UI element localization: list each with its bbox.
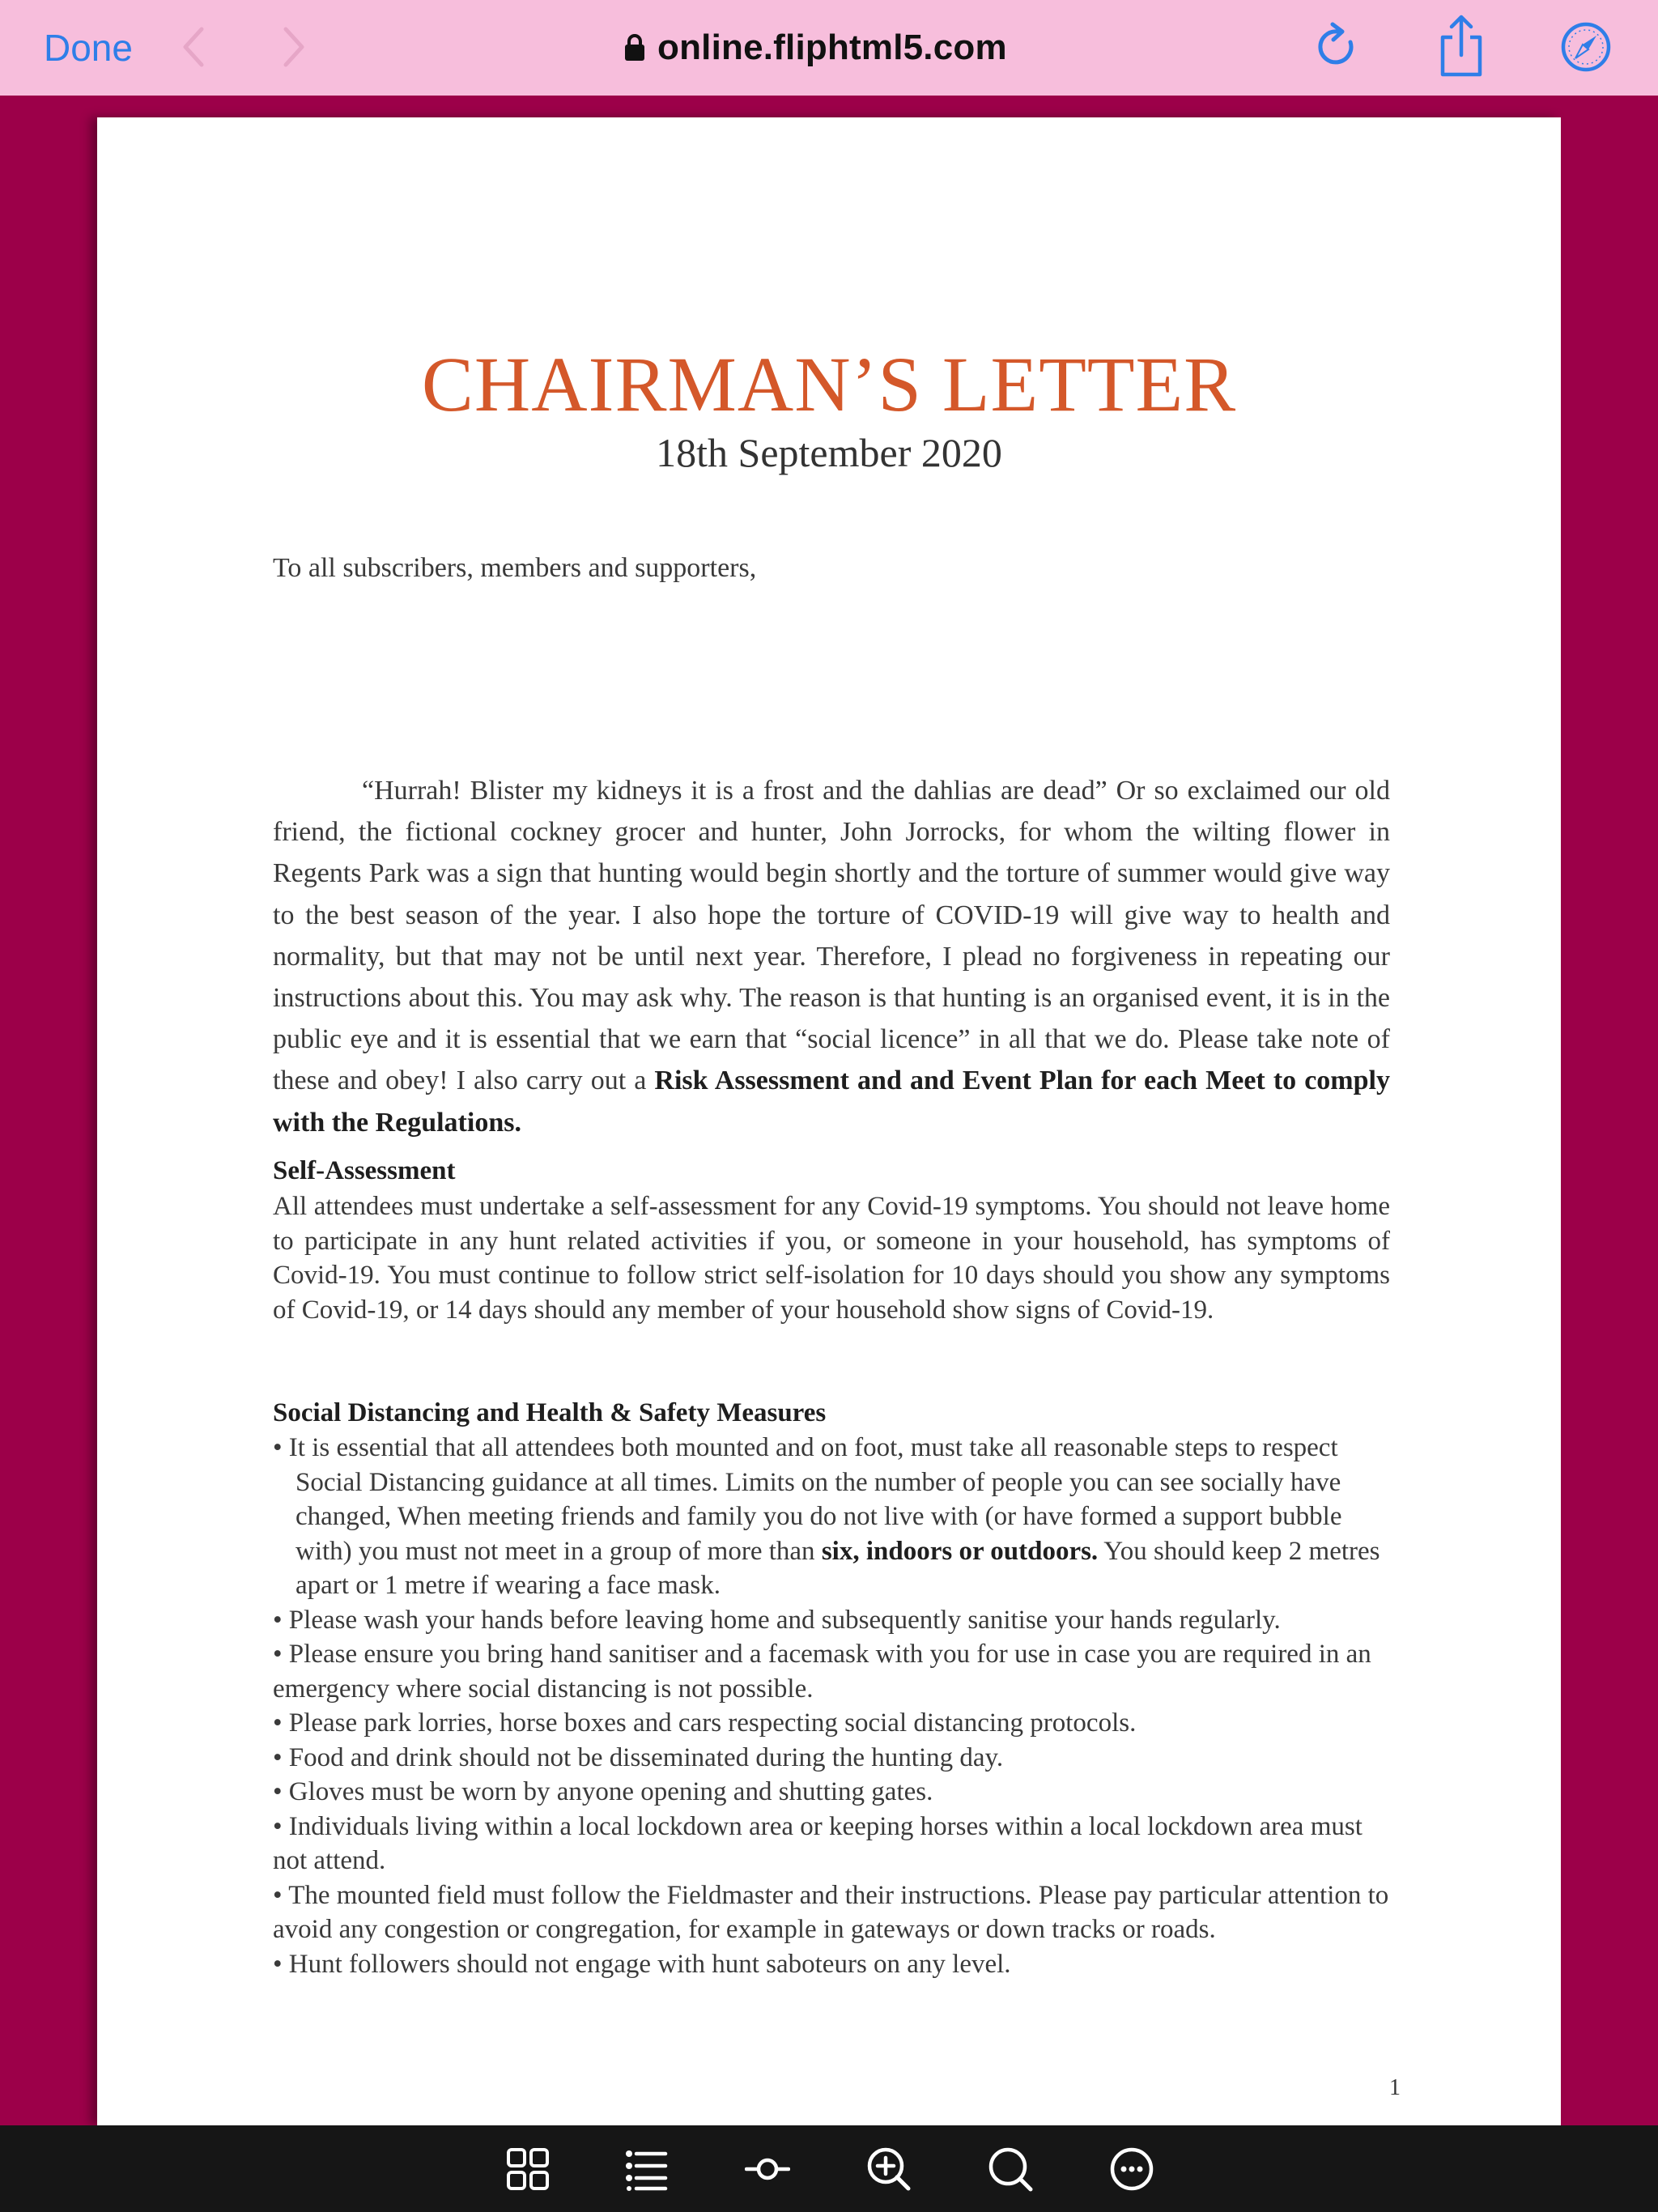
zoom-in-icon[interactable] <box>866 2146 912 2192</box>
share-icon[interactable] <box>1433 13 1490 78</box>
page-number: 1 <box>1389 2075 1401 2100</box>
back-chevron-icon[interactable] <box>174 23 215 71</box>
lock-icon <box>623 33 646 62</box>
measures-list <box>273 1431 1390 1981</box>
list-item: • Please wash your hands before leaving home and subsequently sanitise your hands regularly. <box>273 1605 1281 1635</box>
intro-text: “Hurrah! Blister my kidneys it is a frost and the dahlias are dead” Or so exclaimed our old friend, the fictional cockney grocer and hunter, John Jorrocks, for whom the wilting flower in Regents Park was a sign that hunting would begin shortly and the torture of summer would give way to the best season of the year. I also hope the torture of COVID-19 will give way to health and normality, but that may not be until next year. Therefore, I plead no forgiveness in repeating our instructions about this. You may ask why. The reason is that hunting is an organised event, it is in the public eye and it is essential that we earn that “social licence” in all that we do. Please take note of these and obey! I also carry out a <box>273 776 1390 1096</box>
autoflip-icon[interactable] <box>745 2146 790 2192</box>
document-page <box>97 117 1561 2125</box>
list-item: • Food and drink should not be disseminated during the hunting day. <box>273 1742 1004 1772</box>
address-bar[interactable] <box>623 23 1007 73</box>
browser-top-bar <box>0 0 1658 96</box>
list-item: • Hunt followers should not engage with hunt saboteurs on any level. <box>273 1949 1011 1979</box>
intro-paragraph <box>273 770 1390 1143</box>
list-item: • Gloves must be worn by anyone opening and shutting gates. <box>273 1777 933 1806</box>
list-item-bold: indoors or outdoors. <box>865 1536 1099 1566</box>
list-item-text: You should keep 2 metres apart or 1 metre if wearing a face mask. <box>295 1536 1380 1600</box>
list-item-bold-separator: , <box>852 1536 866 1566</box>
forward-chevron-icon[interactable] <box>273 23 313 71</box>
intro-bold-text: Risk Assessment and and Event Plan for each Meet to comply with the Regulations. <box>273 1066 1390 1138</box>
thumbnails-icon[interactable] <box>505 2146 551 2192</box>
list-item: • Please ensure you bring hand sanitiser and a facemask with you for use in case you are required in an emergency where social distancing is not possible. <box>273 1640 1371 1704</box>
flipbook-toolbar <box>0 2125 1658 2212</box>
list-item <box>273 1431 1390 1603</box>
list-item-bold: six <box>821 1536 853 1566</box>
more-options-icon[interactable] <box>1109 2146 1154 2192</box>
letter-title: CHAIRMAN’S LETTER <box>421 341 1237 428</box>
table-of-contents-icon[interactable] <box>623 2146 669 2192</box>
list-item-text: • It is essential that all attendees both mounted and on foot, must take all reasonable steps to respect Social Distancing guidance at all times. Limits on the number of people you can see socially have changed, When meeting friends and family you do not live with (or have formed a support bubble with) you must not meet in a group of more than <box>273 1433 1342 1566</box>
reload-icon[interactable] <box>1308 18 1365 76</box>
list-item: • The mounted field must follow the Fieldmaster and their instructions. Please pay particular attention to avoid any congestion or congregation, for example in gateways or down tracks or roads. <box>273 1880 1389 1944</box>
list-item: • Individuals living within a local lockdown area or keeping horses within a local lockdown area must not attend. <box>273 1811 1363 1875</box>
url-text: online.fliphtml5.com <box>657 28 1007 67</box>
salutation: To all subscribers, members and supporters, <box>273 553 757 583</box>
compass-icon[interactable] <box>1558 18 1614 76</box>
done-button[interactable]: Done <box>44 27 133 69</box>
list-item: • Please park lorries, horse boxes and cars respecting social distancing protocols. <box>273 1708 1137 1738</box>
self-assessment-paragraph: All attendees must undertake a self-assessment for any Covid-19 symptoms. You should not leave home to participate in any hunt related activities if you, or someone in your household, has symptoms of Covid-19. You must continue to follow strict self-isolation for 10 days should you show any symptoms of Covid-19, or 14 days should any member of your household show signs of Covid-19. <box>273 1192 1390 1325</box>
letter-date: 18th September 2020 <box>656 430 1002 475</box>
search-icon[interactable] <box>988 2146 1033 2192</box>
self-assessment-heading: Self-Assessment <box>273 1156 456 1185</box>
social-distancing-heading: Social Distancing and Health & Safety Measures <box>273 1398 827 1427</box>
